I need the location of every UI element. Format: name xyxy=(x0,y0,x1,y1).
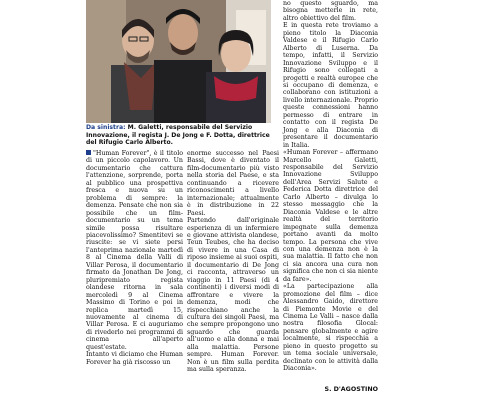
article-column-1 xyxy=(86,150,183,366)
caption-lead: Da sinistra: xyxy=(86,124,126,131)
paragraph: no questo sguardo, ma bisogna metterle in rete, altro obiettivo del film. xyxy=(283,0,378,22)
paragraph: Partendo dall'originale esperienza di un infermiere e giovane attivista olandese, Teun Teubes, che ha deciso di vivere in una Casa di riposo insieme ai suoi ospiti, il documentario di De Jong ci racconta, attraverso un viaggio in 11 Paesi (di 4 continenti) i diversi modi di affrontare e vivere la demenza, modi che rispecchiano anche la cultura dei singoli Paesi, ma che sempre propongono uno sguardo che guarda all'uomo e alla donna e mai alla malattia. Persone sempre. Human Forever. Non è un film sulla perdita ma sulla speranza. xyxy=(187,217,279,374)
photo-caption xyxy=(86,124,278,147)
square-bullet-icon xyxy=(86,150,91,155)
paragraph-text: "Human Forever", è il titolo di un piccolo capolavoro. Un documentario che cattura l'attenzione, sorprende, porta al pubblico una prospettiva fresca e nuova su un problema di sempre: la demenza. Pensate che non sia possibile che un film-documentario su un tema simile possa risultare piacevolissimo? Smentitevi se riuscite: se vi siete persi l'anteprima nazionale martedì 8 al Cinema della Valli di Villar Perosa, il documentario firmato da Jonathan De Jong, pluripremiato regista olandese ritorna in sala mercoledì 9 al Cinema Massimo di Torino e poi in replica martedì 15, nuovamente al cinema di Villar Perosa. E ci auguriamo di rivederlo nei programmi di cinema all'aperto quest'estate. xyxy=(86,150,183,351)
paragraph: E in questa rete troviamo a pieno titolo la Diaconia Valdese e il Rifugio Carlo Alberto di Luserna. Da tempo, infatti, il Servizio Innovazione Sviluppo e il Rifugio sono collegati a progetti e realtà europee che si occupano di demenza, e collaborano con istituzioni a livello internazionale. Proprio queste connessioni hanno permesso di entrare in contatto con il regista De Jong e alla Diaconia di presentare il documentario in Italia. xyxy=(283,22,378,149)
caption-text: M. Galetti, responsabile del Servizio Innovazione, il regista J. De Jong e F. Dotta, direttrice del Rifugio Carlo Alberto. xyxy=(86,124,270,147)
paragraph: «La partecipazione alla promozione del film – dice Alessandro Gaido, direttore di Piemonte Movie e del Cinema Le Valli – nasce dalla nostra filosofia Glocal: pensare globalmente e agire localmente, si rispecchia a pieno in questo progetto su un tema sociale universale, declinato con le attività dalla Diaconia». xyxy=(283,283,378,373)
paragraph xyxy=(86,150,183,351)
article-column-3 xyxy=(283,0,378,373)
photo-three-people-icon xyxy=(86,0,271,123)
paragraph: enorme successo nel Paesi Bassi, dove è diventato il film-documentario più visto nella storia del Paese, e sta continuando a ricevere riconoscimenti a livello internazionale; attualmente è in distribuzione in 22 Paesi. xyxy=(187,150,279,217)
paragraph: «Human Forever – affermano Marcello Galetti, responsabile del Servizio Innovazione Sviluppo dell'Area Servizi Salute e Federica Dotta direttrice del Carlo Alberto – divulga lo stesso messaggio che la Diaconia Valdese e le altre realtà del territorio impegnate sulla demenza portano avanti da molto tempo. La persona che vive con una demenza non è la sua malattia. Il fatto che non ci sia ancora una cura non significa che non ci sia niente da fare». xyxy=(283,149,378,283)
article-column-2 xyxy=(187,150,279,374)
article-photo xyxy=(86,0,271,123)
paragraph: Intanto vi diciamo che Human Forever ha già riscosso un xyxy=(86,351,183,366)
author-byline: S. D'AGOSTINO xyxy=(324,386,378,393)
